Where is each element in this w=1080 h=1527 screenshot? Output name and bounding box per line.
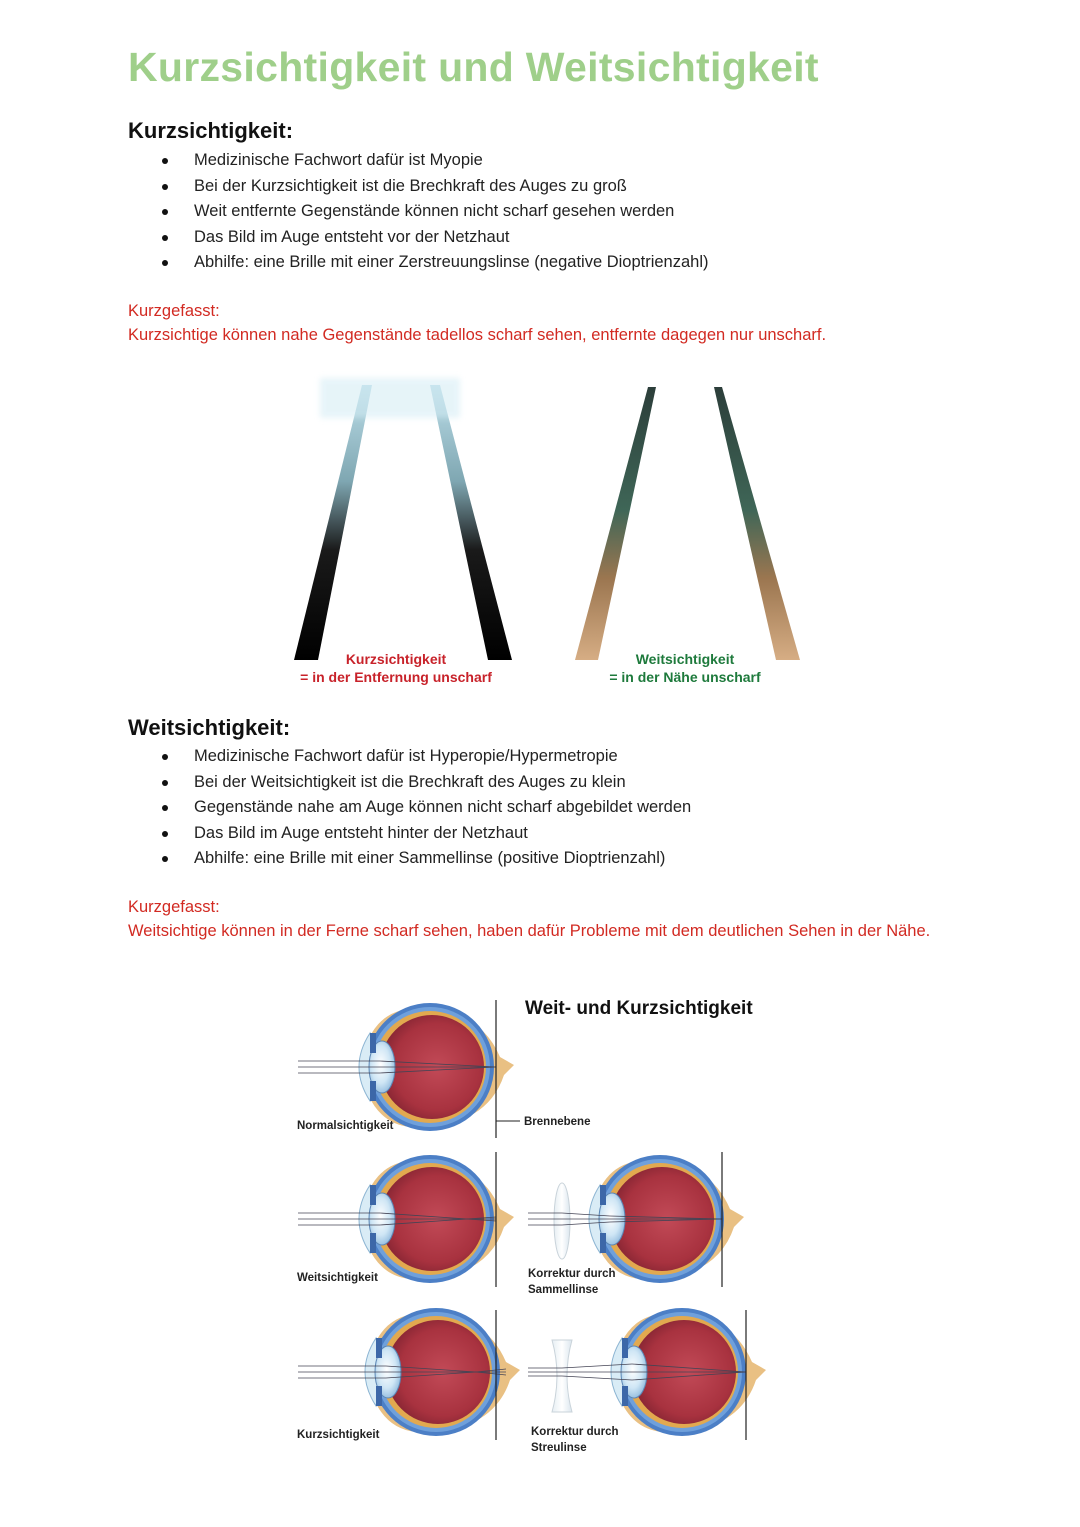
eye-myopia-corrected (528, 1308, 766, 1436)
list-item: Bei der Kurzsichtigkeit ist die Brechkraft des Auges zu groß (128, 174, 709, 200)
rail-left-caption-line1: Kurzsichtigkeit (345, 651, 447, 667)
list-item: Bei der Weitsichtigkeit ist die Brechkraft des Auges zu klein (128, 770, 691, 796)
eye-diagram-title: Weit- und Kurzsichtigkeit (525, 998, 753, 1019)
myopia-summary-text: Kurzsichtige können nahe Gegenstände tadellos scharf sehen, entfernte dagegen nur unscharf. (128, 326, 827, 344)
eye-hyperopia (298, 1155, 514, 1283)
hyperopia-heading: Weitsichtigkeit: (128, 715, 291, 740)
list-item: Weit entfernte Gegenstände können nicht scharf gesehen werden (128, 199, 709, 225)
normal-vision-label: Normalsichtigkeit (297, 1120, 394, 1132)
list-item: Abhilfe: eine Brille mit einer Zerstreuungslinse (negative Dioptrienzahl) (128, 250, 709, 276)
hyperopia-eye-label: Weitsichtigkeit (297, 1272, 378, 1284)
hyperopia-summary-text: Weitsichtige können in der Ferne scharf sehen, haben dafür Probleme mit dem deutlichen Sehen in der Nähe. (128, 922, 931, 940)
myopia-eye-label: Kurzsichtigkeit (297, 1429, 380, 1441)
rail-right-caption-line1: Weitsichtigkeit (635, 651, 735, 667)
page-title: Kurzsichtigkeit und Weitsichtigkeit (128, 44, 819, 90)
list-item: Das Bild im Auge entsteht vor der Netzhaut (128, 225, 709, 251)
myopia-heading: Kurzsichtigkeit: (128, 118, 294, 143)
myopia-summary-label: Kurzgefasst: (128, 302, 220, 320)
eye-myopia (298, 1308, 520, 1436)
hyperopia-summary-label: Kurzgefasst: (128, 898, 220, 916)
eye-normal (298, 1003, 514, 1131)
concave-correction-line1: Korrektur durch (531, 1426, 619, 1438)
rail-right-caption-line2: = in der Nähe unscharf (609, 669, 761, 685)
concave-correction-line2: Streulinse (531, 1442, 587, 1454)
concave-correction-label (531, 1424, 619, 1456)
rail-left-caption-line2: = in der Entfernung unscharf (300, 669, 492, 685)
convex-lens-icon (554, 1183, 570, 1259)
convex-correction-line2: Sammellinse (528, 1284, 599, 1296)
list-item: Medizinische Fachwort dafür ist Hyperopie/Hypermetropie (128, 744, 691, 770)
focal-plane-label: Brennebene (524, 1116, 591, 1128)
eye-hyperopia-corrected (528, 1155, 744, 1283)
convex-correction-label (528, 1266, 616, 1298)
list-item: Abhilfe: eine Brille mit einer Sammellinse (positive Dioptrienzahl) (128, 846, 691, 872)
convex-correction-line1: Korrektur durch (528, 1268, 616, 1280)
list-item: Das Bild im Auge entsteht hinter der Netzhaut (128, 821, 691, 847)
list-item: Medizinische Fachwort dafür ist Myopie (128, 148, 709, 174)
list-item: Gegenstände nahe am Auge können nicht scharf abgebildet werden (128, 795, 691, 821)
